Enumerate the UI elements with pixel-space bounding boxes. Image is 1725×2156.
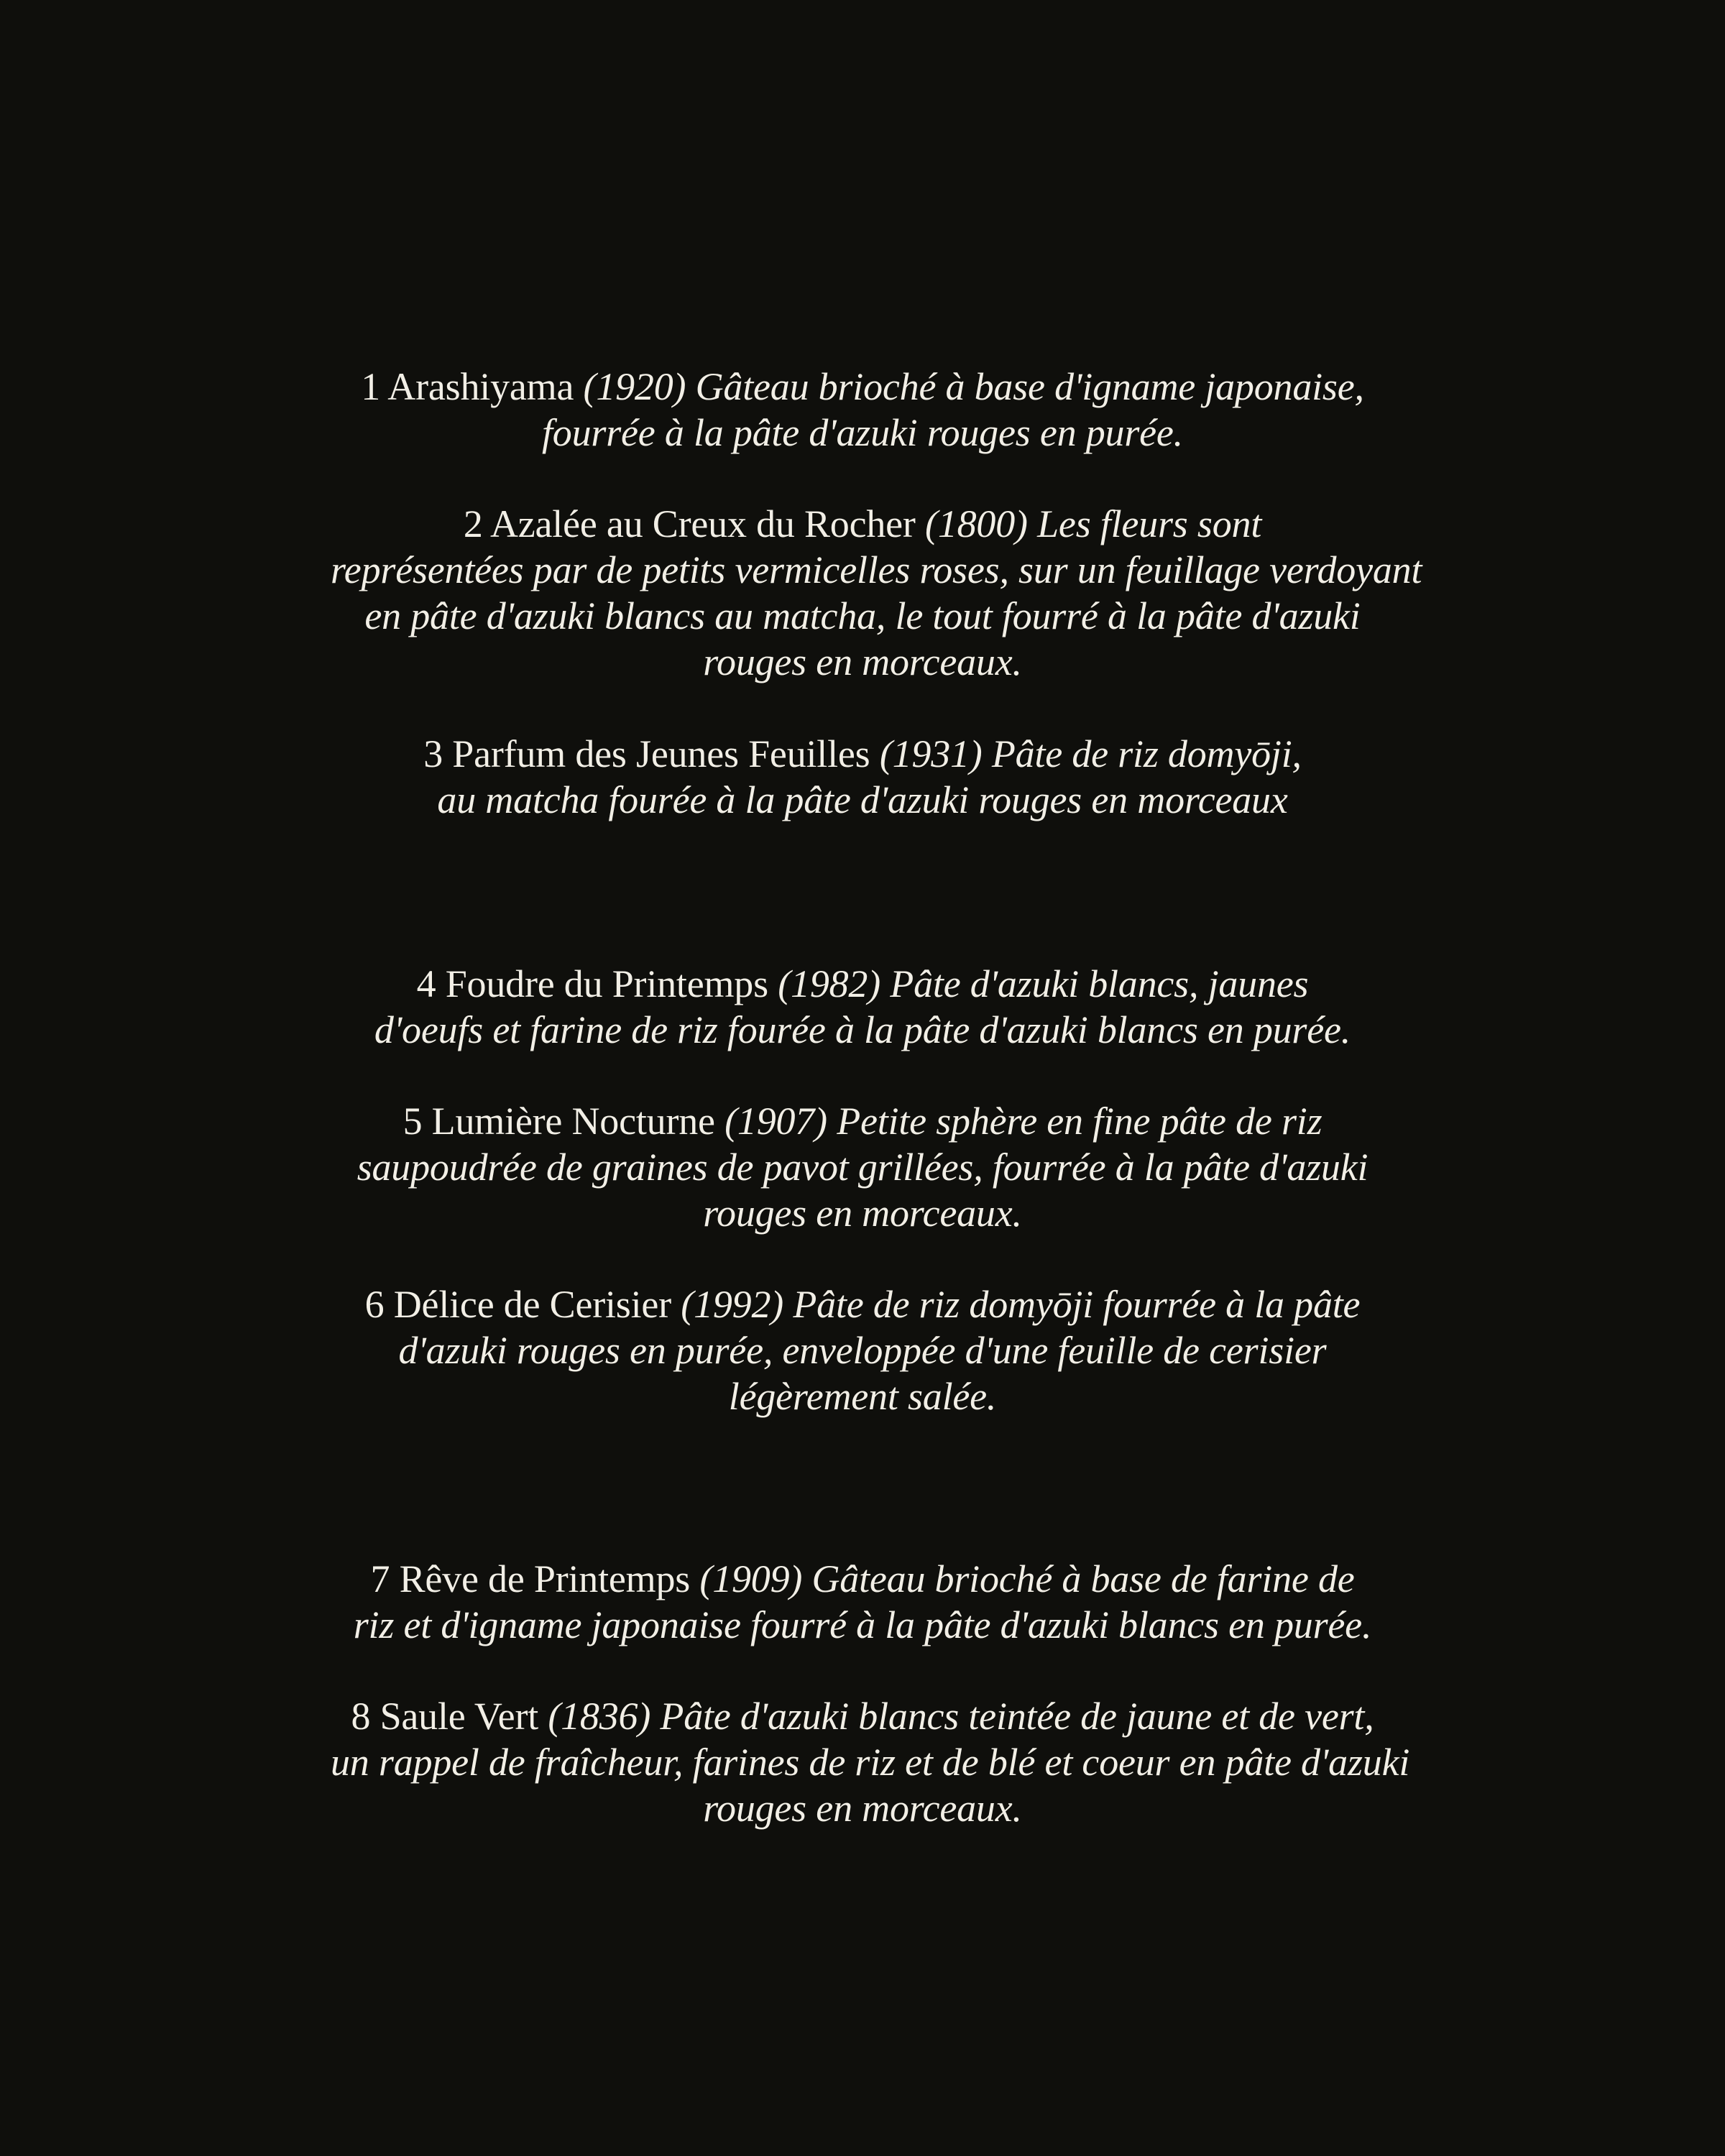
entry-line-3: en pâte d'azuki blancs au matcha, le tout fourré à la pâte d'azuki — [364, 594, 1361, 637]
entry-line-2: un rappel de fraîcheur, farines de riz et de blé et coeur en pâte d'azuki — [331, 1741, 1410, 1784]
entry-line-1 — [331, 364, 1394, 410]
menu-entry-parfum — [331, 731, 1394, 823]
entry-line-1 — [331, 501, 1394, 547]
entry-line-1 — [331, 1281, 1394, 1327]
entry-title: 4 Foudre du Printemps — [416, 962, 768, 1005]
entry-title: 6 Délice de Cerisier — [364, 1283, 671, 1326]
entry-description: (1836) Pâte d'azuki blancs teintée de jaune et de vert, — [548, 1695, 1374, 1738]
entry-description: (1920) Gâteau brioché à base d'igname japonaise, — [583, 365, 1364, 408]
entry-line-4: rouges en morceaux. — [703, 640, 1022, 683]
entry-line-1 — [331, 1098, 1394, 1144]
entry-line-2: au matcha fourée à la pâte d'azuki rouges en morceaux — [437, 778, 1288, 821]
entry-description: (1931) Pâte de riz domyōji, — [879, 732, 1302, 775]
entry-line-2: fourrée à la pâte d'azuki rouges en purée. — [542, 411, 1183, 454]
entry-line-2: d'oeufs et farine de riz fourée à la pâte d'azuki blancs en purée. — [374, 1008, 1351, 1051]
entry-description: (1992) Pâte de riz domyōji fourrée à la pâte — [681, 1283, 1361, 1326]
menu-entry-foudre — [331, 961, 1394, 1053]
entry-line-3: rouges en morceaux. — [703, 1192, 1022, 1235]
entry-line-1 — [331, 731, 1394, 777]
menu-entry-lumiere — [331, 1098, 1394, 1236]
entry-description: (1982) Pâte d'azuki blancs, jaunes — [778, 962, 1309, 1005]
entry-line-1 — [331, 1693, 1394, 1739]
entry-title: 8 Saule Vert — [351, 1695, 539, 1738]
entry-line-1 — [331, 1556, 1394, 1602]
entry-title: 3 Parfum des Jeunes Feuilles — [423, 732, 870, 775]
menu-entry-reve — [331, 1556, 1394, 1648]
entry-line-2: riz et d'igname japonaise fourré à la pâte d'azuki blancs en purée. — [353, 1603, 1372, 1646]
entry-description: (1909) Gâteau brioché à base de farine de — [699, 1557, 1355, 1600]
entry-line-2: représentées par de petits vermicelles roses, sur un feuillage verdoyant — [331, 548, 1422, 591]
entry-title: 7 Rêve de Printemps — [370, 1557, 691, 1600]
entry-title: 1 Arashiyama — [361, 365, 574, 408]
entry-description: (1800) Les fleurs sont — [925, 502, 1262, 545]
entry-line-3: légèrement salée. — [728, 1375, 997, 1418]
entry-title: 2 Azalée au Creux du Rocher — [463, 502, 916, 545]
entry-line-1 — [331, 961, 1394, 1007]
entry-description: (1907) Petite sphère en fine pâte de riz — [724, 1100, 1322, 1143]
menu-entry-azalee — [331, 501, 1422, 685]
entry-line-3: rouges en morceaux. — [703, 1787, 1022, 1830]
entry-line-2: saupoudrée de graines de pavot grillées, fourrée à la pâte d'azuki — [356, 1146, 1368, 1189]
entry-title: 5 Lumière Nocturne — [402, 1100, 715, 1143]
entry-line-2: d'azuki rouges en purée, enveloppée d'une feuille de cerisier — [398, 1329, 1327, 1372]
menu-entry-arashiyama — [331, 364, 1394, 456]
menu-entry-saule — [331, 1693, 1410, 1831]
menu-entry-delice — [331, 1281, 1394, 1419]
